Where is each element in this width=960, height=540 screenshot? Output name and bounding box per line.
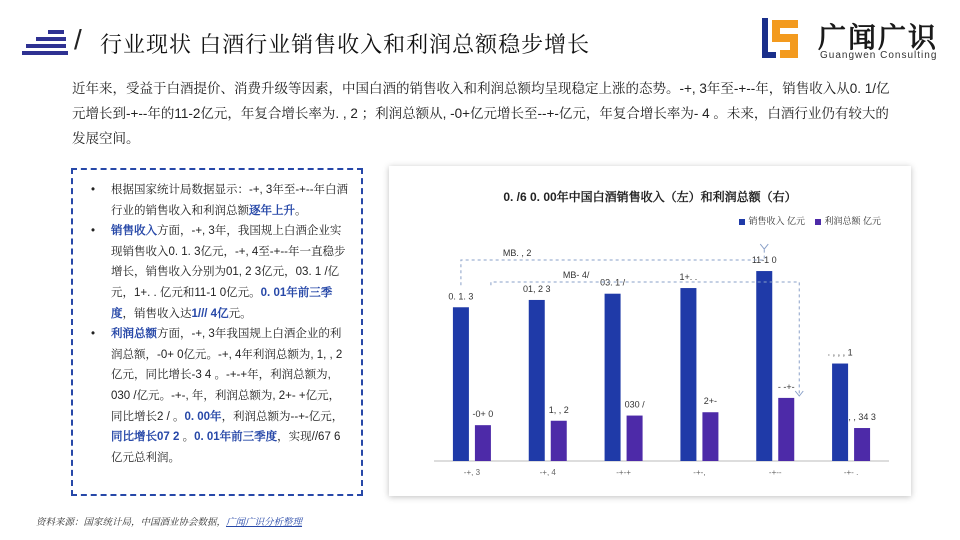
highlight-text: 0. 01年前三季度 — [194, 431, 278, 444]
bullet-list — [87, 180, 349, 468]
stacked-lines-icon — [22, 30, 72, 54]
profit-bar — [778, 398, 794, 461]
revenue-data-label: 1+. . — [679, 272, 698, 283]
highlight-text: 1/// 4亿 — [191, 307, 229, 320]
x-tick-label: -+-, — [693, 468, 706, 477]
revenue-bar — [832, 364, 848, 461]
highlight-text: 销售收入 — [111, 225, 157, 238]
revenue-data-label: . , , , 1 — [827, 347, 853, 358]
bullet-item — [87, 324, 349, 468]
bullet-text: 。 — [295, 204, 307, 217]
chart-panel — [389, 166, 911, 496]
x-tick-label: -+- . — [843, 468, 859, 477]
source-link[interactable]: 广闻广识分析整理 — [226, 517, 303, 528]
highlight-text: 逐年上升 — [249, 204, 295, 217]
legend-label-profit: 利润总额 亿元 — [824, 216, 881, 226]
revenue-data-label: 01, 2 3 — [522, 283, 551, 294]
slash-divider: / — [74, 24, 82, 55]
bar-chart — [389, 166, 911, 496]
logo-chinese-text: 广闻广识 — [818, 22, 939, 53]
profit-bar — [475, 425, 491, 461]
bullet-item — [87, 221, 349, 324]
bullet-text: 。 — [179, 431, 195, 444]
bullet-text: 方面，-+, 3年，我国规上白酒企业实现销售收入0. 1. 3亿元，-+, 4至-+--年一直稳步增长，销售收入分别为01, 2 3亿元，03. 1 /亿元，1+. . 亿元和11-1 0亿元。 — [111, 225, 346, 299]
highlight-text: 0. 01年前三季度 — [111, 286, 333, 320]
revenue-bar — [453, 307, 469, 461]
revenue-data-label: 0. 1. 3 — [448, 291, 474, 302]
source-note — [36, 514, 302, 528]
bullet-text: 元。 — [228, 307, 252, 320]
profit-bar — [702, 412, 718, 461]
chart-title: 0. /6 0. 00年中国白酒销售收入（左）和利润总额（右） — [503, 190, 797, 204]
revenue-bar — [605, 294, 621, 461]
bullet-text: 根据国家统计局数据显示：-+, 3年至-+--年白酒行业的销售收入和利润总额 — [111, 184, 349, 217]
profit-data-label: 030 / — [624, 399, 645, 410]
highlight-text: 利润总额 — [111, 328, 157, 341]
cagr-arrow-icon — [760, 244, 768, 249]
profit-data-label: 1, , 2 — [548, 404, 569, 415]
cagr-annotation-label: MB. , 2 — [502, 248, 532, 258]
revenue-data-label: 11-1 0 — [751, 255, 777, 266]
cagr-annotation-label: MB- 4/ — [562, 270, 590, 280]
bullet-text: ，销售收入达 — [122, 307, 192, 320]
x-tick-label: -+-+ — [616, 468, 631, 477]
x-tick-label: -+, 3 — [463, 468, 481, 477]
highlight-text: 0. 00年 — [184, 410, 222, 423]
highlight-text: 同比增长07 2 — [111, 431, 180, 444]
key-points-box — [71, 168, 363, 496]
source-prefix: 资料来源：国家统计局，中国酒业协会数据， — [36, 517, 227, 528]
bullet-text: ，实现//67 6亿元总利润。 — [111, 431, 341, 464]
revenue-bar — [529, 300, 545, 461]
profit-bar — [551, 421, 567, 461]
legend-label-revenue: 销售收入 亿元 — [748, 216, 805, 226]
bullet-item — [87, 180, 349, 221]
logo-english-text: Guangwen Consulting — [820, 50, 938, 61]
revenue-bar — [680, 288, 696, 461]
profit-data-label: 2+- — [703, 396, 718, 407]
bullet-text: 方面，-+, 3年我国规上白酒企业的利润总额，-0+ 0亿元。-+, 4年利润总额为, 1, , 2亿元，同比增长-3 4 。-+-+年，利润总额为, 030 /亿元。-+-, 年，利润总额为, 2+- +亿元，同比增长2 / 。 — [111, 328, 343, 423]
profit-bar — [854, 428, 870, 461]
profit-bar — [627, 416, 643, 461]
profit-data-label: - -+- — [777, 381, 795, 392]
profit-data-label: -0+ 0 — [472, 409, 494, 420]
revenue-data-label: 03. 1 / — [600, 277, 626, 288]
revenue-bar — [756, 271, 772, 461]
brand-logo — [758, 14, 948, 64]
bullet-text: ，利润总额为--+-亿元， — [221, 410, 344, 423]
logo-mark-icon — [758, 14, 806, 62]
x-tick-label: -+, 4 — [539, 468, 556, 477]
page-title: 行业现状 白酒行业销售收入和利润总额稳步增长 — [100, 32, 591, 57]
x-tick-label: -+-- — [768, 468, 782, 477]
intro-paragraph: 近年来，受益于白酒提价、消费升级等因素，中国白酒的销售收入和利润总额均呈现稳定上涨的态势。-+, 3年至-+--年，销售收入从0. 1/亿元增长到-+--年的11-2亿元，年复合增长率为. , 2 ；利润总额从, -0+亿元增长至--+-亿元，年复合增长率为- 4 。未来，白酒行业仍有较大的发展空间。 — [72, 81, 890, 146]
profit-data-label: , , 34 3 — [848, 412, 876, 423]
